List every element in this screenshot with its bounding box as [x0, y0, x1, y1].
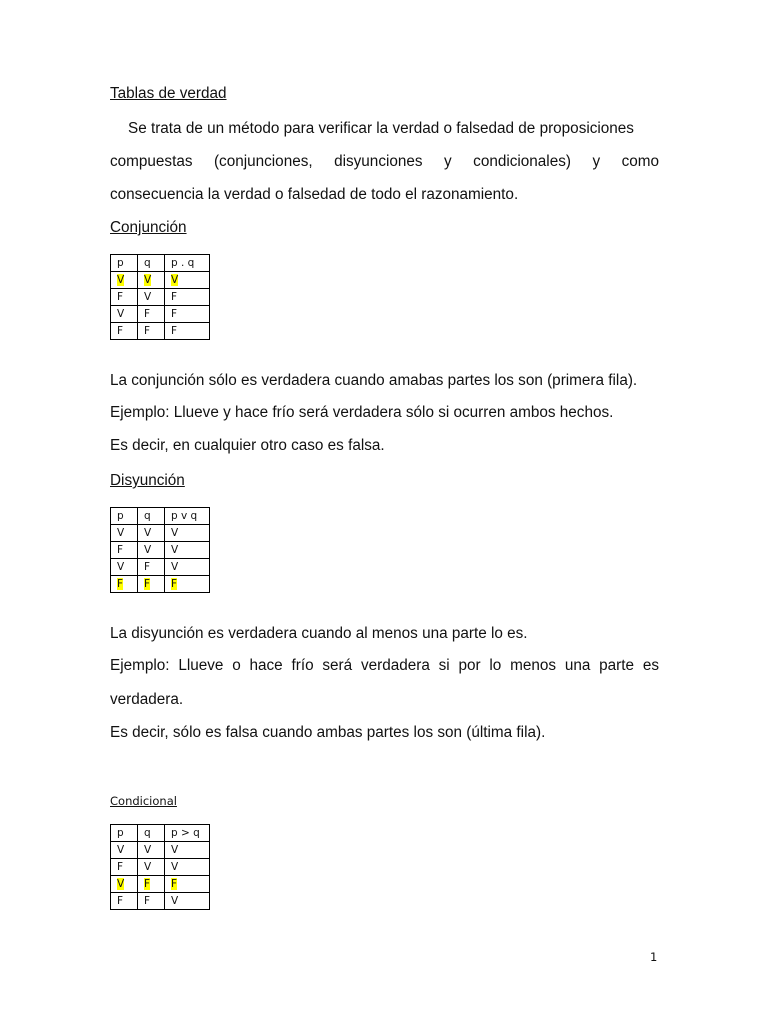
table-header-cell: p — [111, 255, 138, 272]
table-cell: V — [111, 272, 138, 289]
table-cell: V — [138, 859, 165, 876]
disyuncion-paragraph-1: La disyunción es verdadera cuando al menos una parte lo es. — [110, 625, 528, 642]
table-cell: F — [138, 893, 165, 910]
table-row — [111, 272, 210, 289]
table-cell: F — [138, 876, 165, 893]
table-cell: V — [165, 542, 210, 559]
table-header-cell: p — [111, 508, 138, 525]
table-cell: V — [165, 525, 210, 542]
table-header-cell: p . q — [165, 255, 210, 272]
conjuncion-paragraph-3: Es decir, en cualquier otro caso es falsa. — [110, 437, 385, 454]
table-cell: V — [111, 842, 138, 859]
table-header-cell: q — [138, 255, 165, 272]
table-cell: V — [138, 272, 165, 289]
table-header-cell: p > q — [165, 825, 210, 842]
conjuncion-heading: Conjunción — [110, 219, 187, 236]
table-cell: V — [165, 559, 210, 576]
table-header-row — [111, 255, 210, 272]
condicional-truth-table — [110, 824, 210, 910]
conjuncion-paragraph-2: Ejemplo: Llueve y hace frío será verdadera sólo si ocurren ambos hechos. — [110, 404, 614, 421]
table-cell: F — [165, 323, 210, 340]
disyuncion-paragraph-2-line-1: Ejemplo: Llueve o hace frío será verdadera si por lo menos una parte es — [110, 657, 659, 674]
table-header-cell: q — [138, 508, 165, 525]
table-cell: V — [111, 559, 138, 576]
table-cell: V — [138, 525, 165, 542]
disyuncion-paragraph-2-line-2: verdadera. — [110, 691, 184, 708]
table-row — [111, 323, 210, 340]
table-row — [111, 859, 210, 876]
intro-line-2: compuestas (conjunciones, disyunciones y condicionales) y como — [110, 153, 659, 170]
page-title: Tablas de verdad — [110, 85, 227, 102]
table-cell: F — [111, 542, 138, 559]
table-row — [111, 306, 210, 323]
intro-line-3: consecuencia la verdad o falsedad de todo el razonamiento. — [110, 186, 519, 203]
table-cell: V — [138, 542, 165, 559]
table-cell: V — [165, 859, 210, 876]
table-cell: V — [111, 525, 138, 542]
table-cell: V — [165, 893, 210, 910]
table-cell: F — [165, 576, 210, 593]
page-number: 1 — [650, 950, 658, 964]
table-header-row — [111, 508, 210, 525]
intro-line-1: Se trata de un método para verificar la verdad o falsedad de proposiciones — [128, 120, 634, 137]
table-cell: V — [138, 842, 165, 859]
table-cell: F — [138, 323, 165, 340]
table-cell: F — [165, 306, 210, 323]
table-row — [111, 525, 210, 542]
table-header-cell: q — [138, 825, 165, 842]
table-row — [111, 876, 210, 893]
table-header-cell: p v q — [165, 508, 210, 525]
table-row — [111, 289, 210, 306]
table-cell: F — [111, 859, 138, 876]
condicional-heading: Condicional — [110, 794, 177, 808]
table-cell: V — [111, 876, 138, 893]
table-cell: F — [111, 576, 138, 593]
conjuncion-paragraph-1: La conjunción sólo es verdadera cuando amabas partes los son (primera fila). — [110, 372, 638, 389]
table-row — [111, 542, 210, 559]
table-cell: F — [111, 289, 138, 306]
table-row — [111, 576, 210, 593]
table-cell: V — [138, 289, 165, 306]
table-header-cell: p — [111, 825, 138, 842]
table-row — [111, 893, 210, 910]
conjuncion-truth-table — [110, 254, 210, 340]
table-cell: F — [138, 576, 165, 593]
disyuncion-truth-table — [110, 507, 210, 593]
table-cell: F — [165, 289, 210, 306]
table-cell: F — [111, 323, 138, 340]
table-cell: F — [138, 306, 165, 323]
disyuncion-heading: Disyunción — [110, 472, 185, 489]
table-row — [111, 559, 210, 576]
table-cell: V — [165, 272, 210, 289]
table-cell: F — [138, 559, 165, 576]
disyuncion-paragraph-3: Es decir, sólo es falsa cuando ambas partes los son (última fila). — [110, 724, 546, 741]
table-row — [111, 842, 210, 859]
table-cell: F — [111, 893, 138, 910]
table-cell: F — [165, 876, 210, 893]
table-cell: V — [165, 842, 210, 859]
table-header-row — [111, 825, 210, 842]
table-cell: V — [111, 306, 138, 323]
